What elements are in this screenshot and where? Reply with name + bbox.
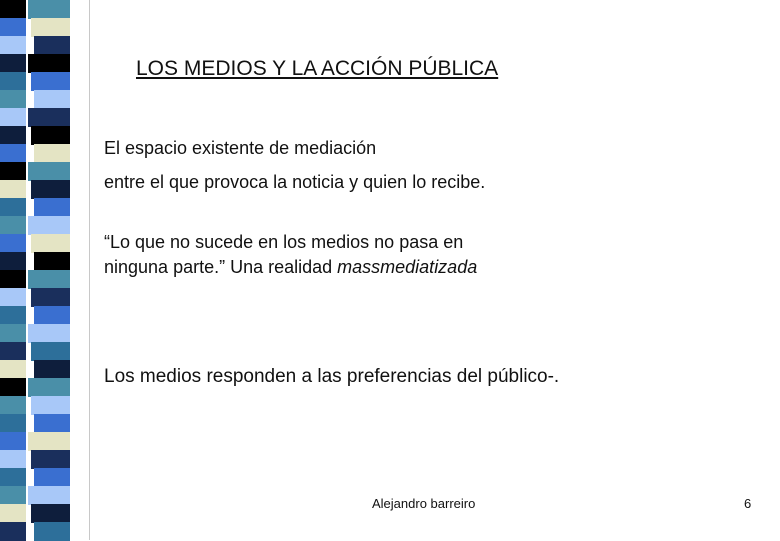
stripe-block	[0, 54, 26, 73]
stripe-block	[0, 306, 26, 325]
stripe-block	[0, 378, 26, 397]
stripe-block	[0, 108, 26, 127]
stripe-block	[28, 486, 70, 505]
stripe-block	[0, 90, 26, 109]
stripe-block	[0, 198, 26, 217]
quote-line-2: ninguna parte.” Una realidad	[104, 257, 338, 277]
stripe-block	[0, 414, 26, 433]
stripe-block	[28, 324, 70, 343]
stripe-block	[0, 288, 26, 307]
stripe-block	[34, 306, 70, 325]
paragraph-preferences: Los medios responden a las preferencias del público-.	[104, 366, 560, 387]
stripe-block	[0, 522, 26, 541]
stripe-block	[0, 18, 26, 37]
decorative-stripe-bar	[0, 0, 90, 540]
paragraph-mediation: El espacio existente de mediación	[104, 138, 377, 158]
stripe-block	[28, 54, 70, 73]
stripe-block	[0, 396, 26, 415]
stripe-block	[28, 108, 70, 127]
stripe-block	[34, 198, 70, 217]
stripe-block	[31, 180, 70, 199]
stripe-block	[0, 468, 26, 487]
stripe-block	[31, 234, 70, 253]
stripe-block	[0, 252, 26, 271]
stripe-block	[31, 288, 70, 307]
stripe-block	[28, 270, 70, 289]
stripe-block	[0, 450, 26, 469]
stripe-block	[31, 72, 70, 91]
stripe-block	[28, 216, 70, 235]
stripe-block	[31, 126, 70, 145]
footer-author: Alejandro barreiro	[372, 496, 476, 511]
stripe-block	[0, 162, 26, 181]
stripe-block	[34, 522, 70, 541]
stripe-block	[31, 396, 70, 415]
stripe-block	[34, 36, 70, 55]
stripe-block	[28, 378, 70, 397]
stripe-block	[0, 180, 26, 199]
stripe-block	[31, 450, 70, 469]
paragraph-quote	[104, 230, 477, 280]
stripe-block	[34, 414, 70, 433]
stripe-block	[0, 234, 26, 253]
stripe-block	[31, 504, 70, 523]
stripe-block	[0, 342, 26, 361]
stripe-blocks	[0, 0, 76, 540]
slide-title: LOS MEDIOS Y LA ACCIÓN PÚBLICA	[136, 57, 499, 80]
stripe-block	[0, 0, 26, 19]
stripe-block	[34, 144, 70, 163]
page-number: 6	[744, 496, 752, 511]
stripe-block	[0, 36, 26, 55]
stripe-block	[28, 0, 70, 19]
quote-line-1: “Lo que no sucede en los medios no pasa en	[104, 232, 464, 252]
quote-italic-term: massmediatizada	[337, 257, 478, 277]
stripe-block	[0, 486, 26, 505]
stripe-block	[31, 342, 70, 361]
stripe-block	[0, 270, 26, 289]
stripe-block	[34, 360, 70, 379]
paragraph-news: entre el que provoca la noticia y quien lo recibe.	[104, 172, 486, 192]
stripe-block	[0, 432, 26, 451]
stripe-block	[0, 216, 26, 235]
divider-line	[89, 0, 90, 540]
stripe-block	[0, 72, 26, 91]
stripe-block	[34, 90, 70, 109]
stripe-block	[0, 144, 26, 163]
stripe-block	[0, 360, 26, 379]
stripe-block	[0, 324, 26, 343]
stripe-block	[0, 504, 26, 523]
stripe-block	[28, 432, 70, 451]
stripe-block	[28, 162, 70, 181]
stripe-block	[0, 126, 26, 145]
stripe-block	[34, 252, 70, 271]
stripe-block	[31, 18, 70, 37]
stripe-block	[34, 468, 70, 487]
